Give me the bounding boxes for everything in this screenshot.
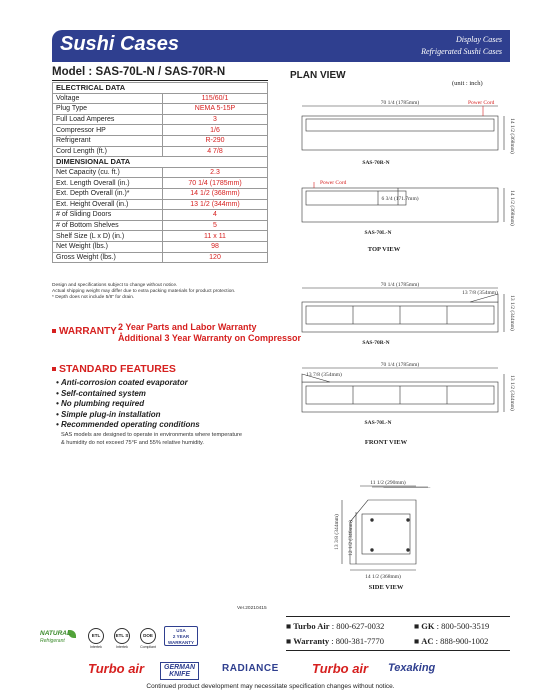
feature-item: • Anti-corrosion coated evaporator: [52, 378, 242, 389]
top-view-label: TOP VIEW: [367, 246, 401, 253]
page-header: [52, 30, 510, 62]
dim-front-1378: 13 7/8 (354mm): [462, 290, 498, 296]
spec-value: 120: [163, 252, 268, 263]
dim-side-inner-height: 12 1/2 (346mm): [348, 520, 354, 556]
spec-value: 5: [163, 220, 268, 231]
power-cord-label-l: Power Cord: [320, 180, 347, 186]
spec-value: 70 1/4 (1785mm): [163, 178, 268, 189]
spec-label: Voltage: [53, 93, 163, 104]
spec-row: [53, 199, 268, 210]
spec-row: [53, 135, 268, 146]
contact-warranty: ■ Warranty : 800-381-7770: [286, 636, 384, 646]
dim-front-height: 13 1/2 (344mm): [509, 295, 515, 331]
feature-item: • Recommended operating conditions: [52, 420, 242, 431]
spec-row: [53, 146, 268, 157]
spec-value: 115/60/1: [163, 93, 268, 104]
spec-value: 4 7/8: [163, 146, 268, 157]
spec-row: [53, 178, 268, 189]
label-sas-70l-front: SAS-70L-N: [364, 420, 392, 426]
spec-label: # of Sliding Doors: [53, 210, 163, 221]
label-sas-70l-top: SAS-70L-N: [364, 230, 392, 236]
dim-front-l-1378: 13 7/8 (354mm): [306, 372, 342, 378]
spec-section-header: [53, 157, 268, 168]
spec-label: Plug Type: [53, 104, 163, 115]
dim-length: 70 1/4 (1785mm): [380, 100, 420, 106]
spec-value: 13 1/2 (344mm): [163, 199, 268, 210]
label-sas-70r-top: SAS-70R-N: [362, 160, 390, 166]
spec-label: Net Capacity (cu. ft.): [53, 167, 163, 178]
spec-row: [53, 93, 268, 104]
header-subcategory: Refrigerated Sushi Cases: [421, 47, 502, 56]
spec-row: [53, 252, 268, 263]
doe-badge-caption: Compliant: [140, 645, 156, 649]
model-underline: [52, 80, 268, 81]
dim-front-l-height: 13 1/2 (344mm): [509, 375, 515, 411]
model-title: Model : SAS-70L-N / SAS-70R-N: [52, 66, 226, 78]
spec-label: # of Bottom Shelves: [53, 220, 163, 231]
spec-label: Ext. Height Overall (in.): [53, 199, 163, 210]
technical-drawings: [280, 88, 520, 488]
spec-row: [53, 125, 268, 136]
usa-warranty-badge: USA 2 YEAR WARRANTY: [164, 626, 198, 646]
spec-label: Net Weight (lbs.): [53, 241, 163, 252]
spec-label: Refrigerant: [53, 135, 163, 146]
front-view-label: FRONT VIEW: [364, 439, 408, 446]
spec-row: [53, 231, 268, 242]
dim-depth: 14 1/2 (368mm): [509, 118, 515, 154]
dim-side-width: 11 1/2 (290mm): [370, 480, 406, 486]
spec-label: Compressor HP: [53, 125, 163, 136]
spec-row: [53, 104, 268, 115]
spec-value: 14 1/2 (368mm): [163, 188, 268, 199]
top-view-70r-outline: [302, 116, 498, 150]
contacts-bottom-rule: [286, 650, 510, 651]
feature-item: • Simple plug-in installation: [52, 410, 242, 421]
spec-value: 98: [163, 241, 268, 252]
brand-logos: [88, 661, 528, 679]
power-cord-label-r: Power Cord: [468, 100, 495, 106]
page-title: Sushi Cases: [60, 33, 179, 55]
spec-value: NEMA 5-15P: [163, 104, 268, 115]
spec-notes: [52, 283, 235, 301]
contact-ac: ■ AC : 888-900-1002: [414, 636, 489, 646]
header-category: Display Cases: [456, 35, 502, 44]
warranty-line-2: Additional 3 Year Warranty on Compressor: [118, 333, 302, 343]
feature-item: • No plumbing required: [52, 399, 242, 410]
version-number: Ver.20210415: [237, 606, 267, 611]
spec-label: Cord Length (ft.): [53, 146, 163, 157]
etl-sanitation-badge: ETL S: [114, 628, 130, 644]
note-line: * Depth does not include 5/8" for drain.: [52, 295, 135, 300]
dim-inner: 6 3/4 (171.7mm): [381, 196, 419, 202]
spec-row: [53, 241, 268, 252]
warranty-label: WARRANTY :: [52, 326, 123, 337]
bullet-square-icon: [52, 329, 56, 333]
spec-value: 3: [163, 114, 268, 125]
spec-value: 11 x 11: [163, 231, 268, 242]
etl-badge: ETL: [88, 628, 104, 644]
features-list: [52, 378, 242, 431]
spec-section-title: DIMENSIONAL DATA: [53, 157, 268, 168]
warranty-line-1: 2 Year Parts and Labor Warranty: [118, 322, 257, 332]
spec-value: 4: [163, 210, 268, 221]
etl-sanitation-caption: Intertek: [116, 645, 128, 649]
texaking-logo: Texaking: [388, 662, 436, 674]
dim-front-l-length: 70 1/4 (1785mm): [380, 362, 420, 368]
spec-value: 1/6: [163, 125, 268, 136]
spec-table: [52, 82, 268, 263]
spec-row: [53, 220, 268, 231]
spec-row: [53, 114, 268, 125]
spec-row: [53, 210, 268, 221]
spec-label: Gross Weight (lbs.): [53, 252, 163, 263]
dim-side-height: 13 3/8 (344mm): [334, 514, 340, 550]
german-knife-logo: GERMAN KNIFE: [160, 662, 199, 680]
spec-row: [53, 167, 268, 178]
side-view-drawing: [280, 470, 520, 590]
spec-label: Full Load Amperes: [53, 114, 163, 125]
spec-value: 2.3: [163, 167, 268, 178]
spec-label: Ext. Depth Overall (in.)*: [53, 188, 163, 199]
spec-value: R-290: [163, 135, 268, 146]
radiance-logo: RADIANCE: [222, 663, 279, 674]
turbo-air-logo-2: Turbo air: [312, 661, 369, 676]
note-line: Design and specifications subject to change without notice.: [52, 283, 178, 288]
side-view-label: SIDE VIEW: [368, 584, 404, 590]
natural-refrigerant-badge: NATURAL Refrigerant: [40, 630, 78, 648]
bullet-square-icon: [52, 367, 56, 371]
spec-section-title: ELECTRICAL DATA: [53, 83, 268, 94]
contact-turbo-air: ■ Turbo Air : 800-627-0032: [286, 621, 385, 631]
turbo-air-logo: Turbo air: [88, 661, 145, 676]
etl-badge-caption: Intertek: [90, 645, 102, 649]
unit-note: (unit : inch): [452, 80, 483, 87]
feature-item: • Self-contained system: [52, 389, 242, 400]
doe-badge: DOE: [140, 628, 156, 644]
spec-label: Shelf Size (L x D) (in.): [53, 231, 163, 242]
dim-depth-l: 14 1/2 (368mm): [509, 190, 515, 226]
label-sas-70r-front: SAS-70R-N: [362, 340, 390, 346]
spec-row: [53, 188, 268, 199]
standard-features: [52, 363, 242, 447]
features-title: STANDARD FEATURES: [52, 363, 242, 375]
note-line: Actual shipping weight may differ due to extra packing materials for product protection.: [52, 289, 236, 294]
contacts-top-rule: [286, 616, 510, 617]
dim-front-length: 70 1/4 (1785mm): [380, 282, 420, 288]
dim-side-depth: 14 1/2 (368mm): [365, 574, 401, 580]
footer-disclaimer: Continued product development may necessitate specification changes without notice.: [146, 683, 395, 690]
spec-label: Ext. Length Overall (in.): [53, 178, 163, 189]
features-description-2: & humidity do not exceed 75°F and 55% relative humidity.: [61, 439, 204, 446]
spec-section-header: [53, 83, 268, 94]
features-description-1: SAS models are designed to operate in environments where temperature: [61, 431, 242, 438]
plan-view-title: PLAN VIEW: [290, 70, 346, 81]
contact-gk: ■ GK : 800-500-3519: [414, 621, 490, 631]
side-view-outline: [350, 500, 416, 564]
